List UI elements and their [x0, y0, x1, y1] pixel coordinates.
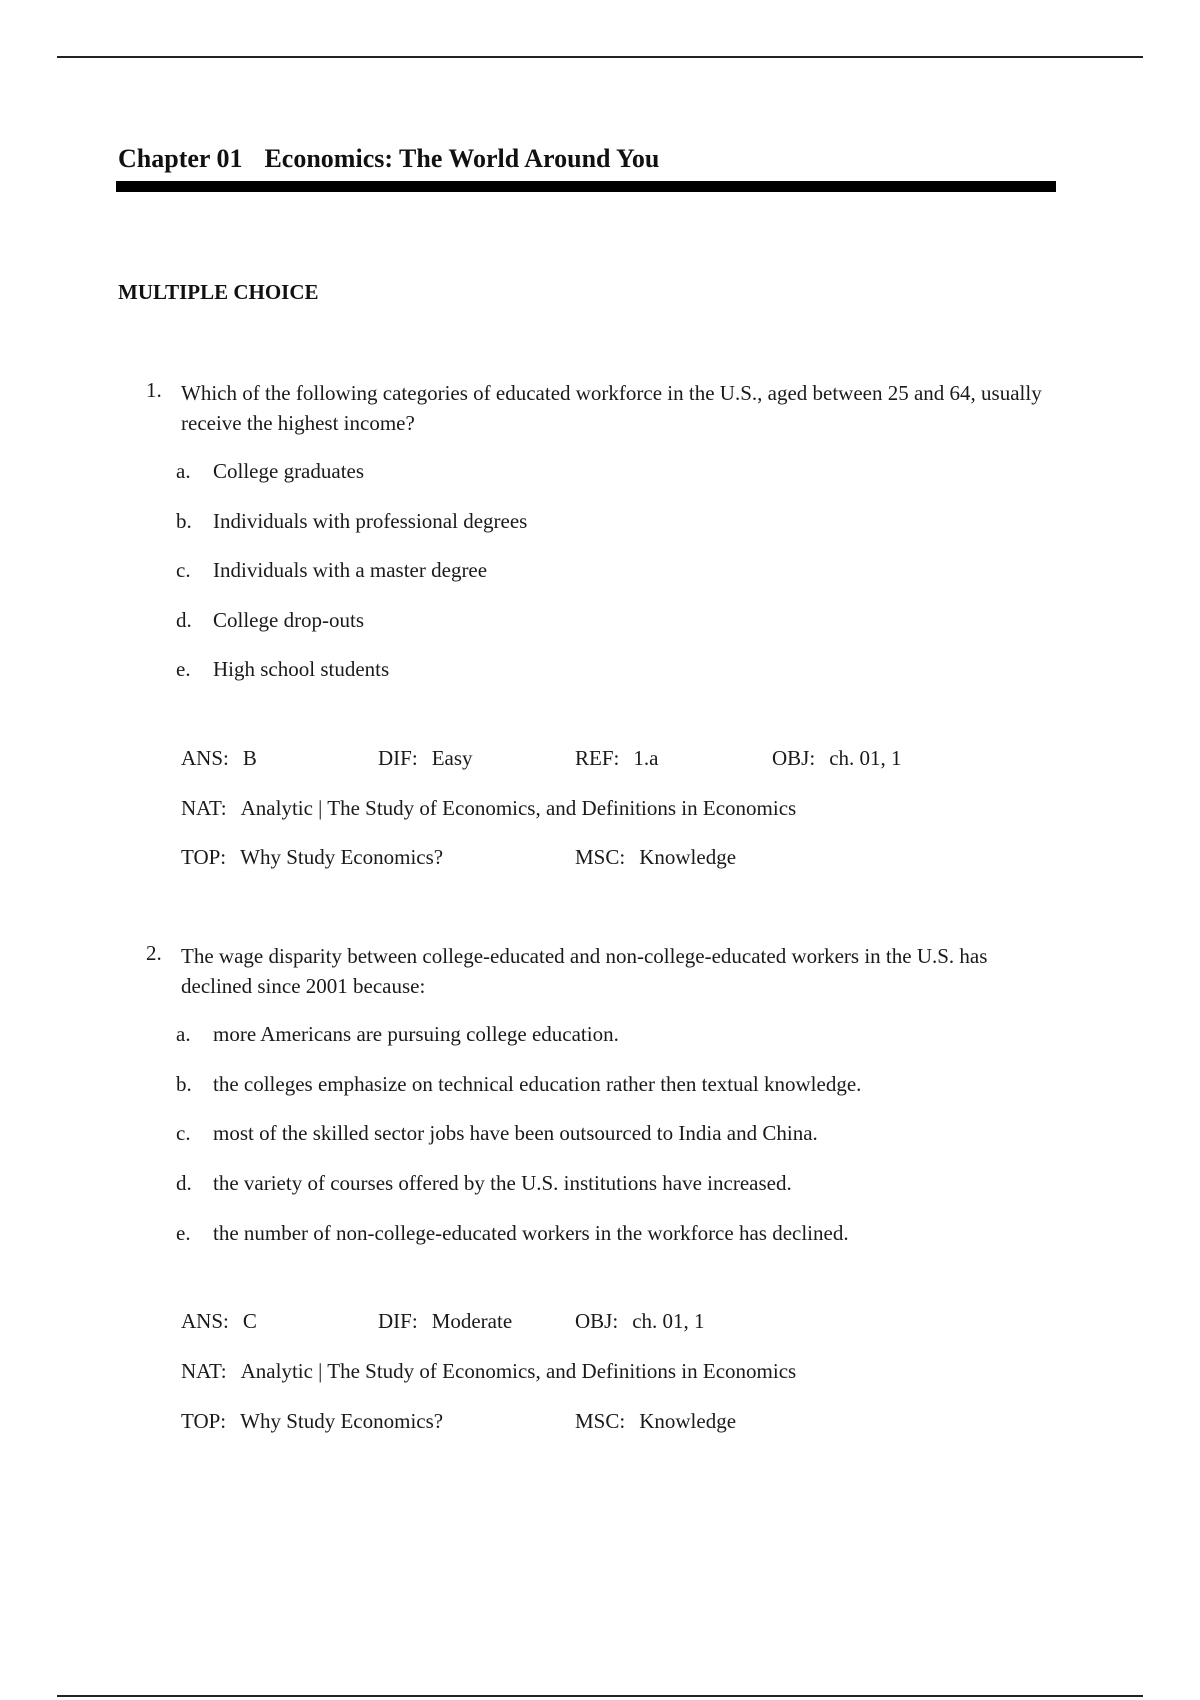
topic-label: TOP:: [181, 845, 227, 869]
option-text: High school students: [213, 657, 390, 681]
topic-field: [181, 845, 443, 870]
difficulty-value: Easy: [431, 746, 473, 770]
option-text: College drop-outs: [213, 608, 365, 632]
answer-label: ANS:: [181, 746, 229, 770]
option-letter: a.: [176, 1022, 191, 1046]
question-text: The wage disparity between college-educated and non-college-educated workers in the U.S. has declined since 2001 because:: [181, 944, 988, 998]
objective-value: ch. 01, 1: [829, 746, 902, 770]
objective-label: OBJ:: [772, 746, 816, 770]
option-letter: e.: [176, 1221, 191, 1245]
nat-label: NAT:: [181, 796, 227, 820]
msc-value: Knowledge: [639, 845, 737, 869]
objective-field: [772, 746, 902, 771]
top-rule: [57, 56, 1143, 58]
option-letter: c.: [176, 558, 191, 582]
answer-value: C: [242, 1309, 257, 1333]
question-number: 1.: [146, 378, 162, 402]
chapter-name: Economics: The World Around You: [264, 144, 660, 173]
nat-label: NAT:: [181, 1359, 227, 1383]
option-text: more Americans are pursuing college education.: [213, 1022, 619, 1046]
chapter-number: Chapter 01: [118, 144, 243, 173]
difficulty-value: Moderate: [431, 1309, 513, 1333]
option-letter: b.: [176, 1072, 192, 1096]
answer-field: [181, 1309, 257, 1334]
msc-label: MSC:: [575, 845, 626, 869]
nat-value: Analytic | The Study of Economics, and Definitions in Economics: [240, 796, 797, 820]
topic-value: Why Study Economics?: [240, 845, 444, 869]
reference-label: REF:: [575, 746, 620, 770]
answer-value: B: [242, 746, 257, 770]
option-text: College graduates: [213, 459, 365, 483]
option-text: Individuals with a master degree: [213, 558, 488, 582]
topic-value: Why Study Economics?: [240, 1409, 444, 1433]
bottom-rule: [57, 1695, 1143, 1697]
difficulty-label: DIF:: [378, 1309, 418, 1333]
answer-field: [181, 746, 257, 771]
msc-value: Knowledge: [639, 1409, 737, 1433]
option-letter: c.: [176, 1121, 191, 1145]
msc-label: MSC:: [575, 1409, 626, 1433]
objective-label: OBJ:: [575, 1309, 619, 1333]
option-text: the colleges emphasize on technical education rather then textual knowledge.: [213, 1072, 862, 1096]
option-text: most of the skilled sector jobs have been outsourced to India and China.: [213, 1121, 818, 1145]
reference-value: 1.a: [633, 746, 659, 770]
topic-field: [181, 1409, 443, 1434]
chapter-title: [118, 144, 659, 174]
objective-field: [575, 1309, 705, 1334]
difficulty-field: [378, 1309, 512, 1334]
option-text: Individuals with professional degrees: [213, 509, 528, 533]
msc-field: [575, 1409, 736, 1434]
question-text: Which of the following categories of educated workforce in the U.S., aged between 25 and 64, usually receive the highest income?: [181, 381, 1042, 435]
reference-field: [575, 746, 658, 771]
answer-label: ANS:: [181, 1309, 229, 1333]
option-text: the number of non-college-educated workers in the workforce has declined.: [213, 1221, 849, 1245]
option-letter: d.: [176, 1171, 192, 1195]
nat-field: [181, 796, 796, 821]
option-letter: e.: [176, 657, 191, 681]
topic-label: TOP:: [181, 1409, 227, 1433]
difficulty-label: DIF:: [378, 746, 418, 770]
chapter-title-bar: [116, 181, 1056, 192]
option-letter: a.: [176, 459, 191, 483]
section-heading: MULTIPLE CHOICE: [118, 280, 319, 304]
nat-field: [181, 1359, 796, 1384]
msc-field: [575, 845, 736, 870]
option-text: the variety of courses offered by the U.S. institutions have increased.: [213, 1171, 792, 1195]
difficulty-field: [378, 746, 473, 771]
option-letter: d.: [176, 608, 192, 632]
question-number: 2.: [146, 941, 162, 965]
objective-value: ch. 01, 1: [632, 1309, 705, 1333]
nat-value: Analytic | The Study of Economics, and Definitions in Economics: [240, 1359, 797, 1383]
option-letter: b.: [176, 509, 192, 533]
